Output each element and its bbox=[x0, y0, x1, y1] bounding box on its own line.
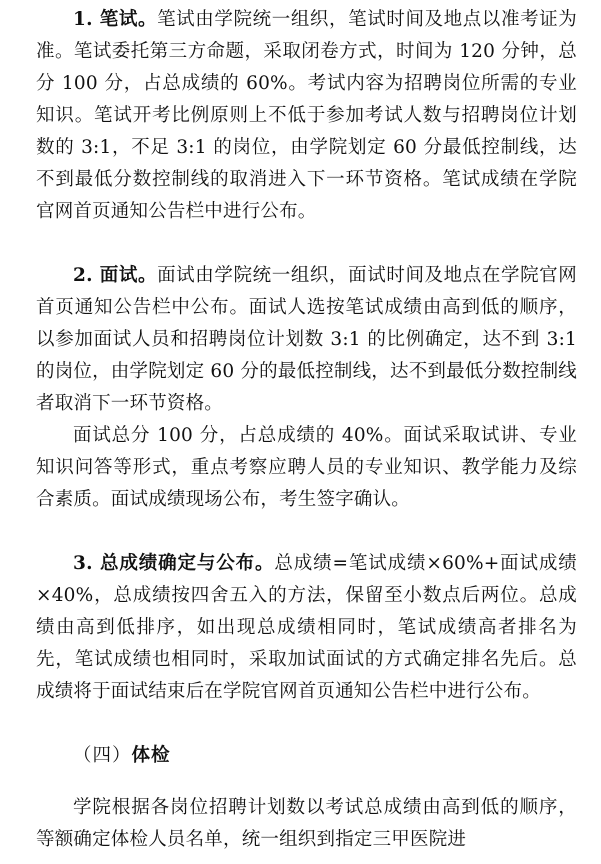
section-four-number: （四） bbox=[73, 745, 132, 766]
written-exam-body: 笔试由学院统一组织，笔试时间及地点以准考证为准。笔试委托第三方命题，采取闭卷方式，时间为 120 分钟，总分 100 分，占总成绩的 60%。考试内容为招聘岗位所需的专业知识。笔试开考比例原则上不低于参加考试人数与招聘岗位计划数的 3:1，不足 3:1 的岗位，由学院划定 60 分最低控制线，达不到最低分数控制线的取消进入下一环节资格。笔试成绩在学院官网首页通知公告栏中进行公布。 bbox=[36, 9, 577, 222]
physical-exam-body: 学院根据各岗位招聘计划数以考试总成绩由高到低的顺序，等额确定体检人员名单，统一组织到指定三甲医院进 bbox=[36, 797, 577, 850]
section-four-heading bbox=[36, 740, 577, 772]
interview-scoring-body: 面试总分 100 分，占总成绩的 40%。面试采取试讲、专业知识问答等形式，重点考察应聘人员的专业知识、教学能力及综合素质。面试成绩现场公布，考生签字确认。 bbox=[36, 425, 577, 510]
physical-exam-paragraph bbox=[36, 792, 577, 856]
total-score-lead: 3. 总成绩确定与公布。 bbox=[73, 553, 275, 574]
interview-body: 面试由学院统一组织，面试时间及地点在学院官网首页通知公告栏中公布。面试人选按笔试成绩由高到低的顺序，以参加面试人员和招聘岗位计划数 3:1 的比例确定，达不到 3:1 的岗位，由学院划定 60 分的最低控制线，达不到最低分数控制线者取消下一环节资格。 bbox=[36, 265, 578, 414]
section-four-title: 体检 bbox=[131, 745, 171, 766]
written-exam-lead: 1. 笔试。 bbox=[73, 9, 158, 30]
total-score-paragraph bbox=[36, 548, 577, 708]
total-score-body: 总成绩=笔试成绩×60%+面试成绩×40%，总成绩按四舍五入的方法，保留至小数点后两位。总成绩由高到低排序，如出现总成绩相同时，笔试成绩高者排名为先，笔试成绩也相同时，采取加试面试的方式确定排名先后。总成绩将于面试结束后在学院官网首页通知公告栏中进行公布。 bbox=[36, 553, 577, 702]
interview-lead: 2. 面试。 bbox=[73, 265, 158, 286]
interview-scoring-paragraph bbox=[36, 420, 577, 516]
written-exam-paragraph bbox=[36, 4, 577, 228]
interview-paragraph bbox=[36, 260, 577, 420]
